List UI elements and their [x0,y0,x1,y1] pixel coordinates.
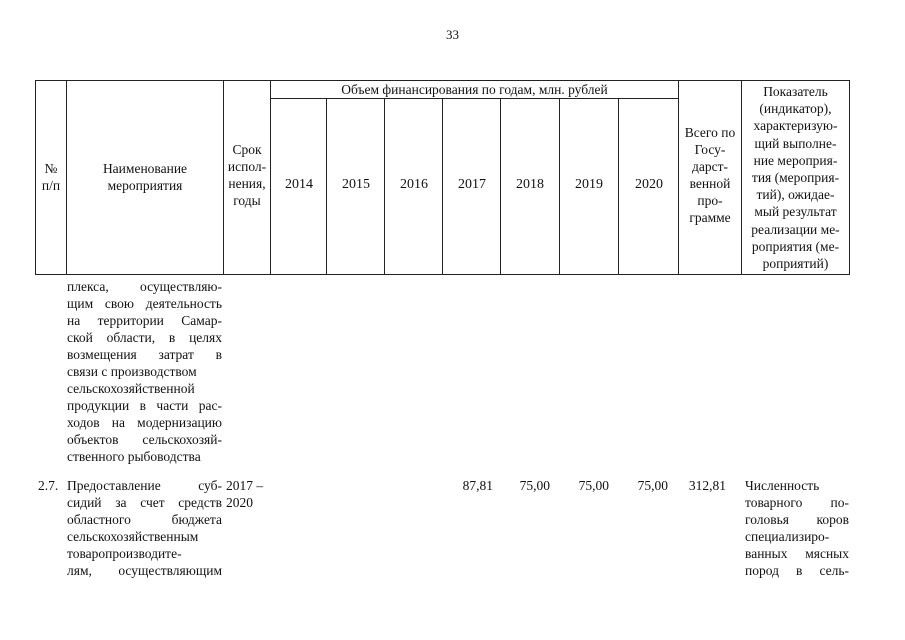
header-year-2017: 2017 [458,177,486,192]
value-2017: 87,81 [462,478,493,493]
header-year-2016: 2016 [400,177,428,192]
value-2019: 75,00 [578,478,609,493]
header-num: № п/п [41,161,61,193]
text-line: ственного рыбоводства [67,449,201,464]
header-name: Наименование мероприятия [102,161,188,193]
text-line: связи с производством [67,364,197,379]
text-line: Предоставление суб- [67,478,222,493]
text-line: пород в сель- [745,563,849,578]
header-term: Срок испол- нения, годы [227,142,267,208]
row-number: 2.7. [38,478,59,493]
header-year-2014: 2014 [285,177,313,192]
text-line: специализиро- [745,529,830,544]
term-start: 2017 – [226,478,264,493]
text-line: возмещения затрат в [67,347,222,362]
header-year-2015: 2015 [342,177,370,192]
header-funding-group: Объем финансирования по годам, млн. рублей [341,82,608,97]
text-line: ской области, в целях [67,330,222,345]
value-2020: 75,00 [637,478,668,493]
page-number: 33 [446,27,459,42]
text-line: товарного по- [745,495,849,510]
text-line: продукции в части рас- [67,398,222,413]
text-line: сельскохозяйственной [67,381,195,396]
header-year-2019: 2019 [575,177,603,192]
header-total: Всего по Госу- дарст- венной про- грамме [684,125,736,225]
value-total: 312,81 [688,478,726,493]
header-year-2020: 2020 [635,177,663,192]
text-line: плекса, осуществляю- [67,279,222,294]
header-year-2018: 2018 [516,177,544,192]
text-line: Численность [745,478,820,493]
text-line: сельскохозяйственным [67,529,199,544]
text-line: сидий за счет средств [67,495,222,510]
text-line: лям, осуществляющим [67,563,222,578]
term-period [226,477,274,511]
text-line: головья коров [745,512,849,527]
header-indicator: Показатель (индикатор), характеризую- щий выполне- ние мероприя- тия (мероприя- тий), ожидае- мый результат реализации ме- роприятия (ме- роприятий) [751,84,840,272]
text-line: ванных мясных [745,546,849,561]
text-line: ходов на модернизацию [67,415,222,430]
term-end: 2020 [226,495,253,510]
text-line: щим свою деятельность [67,296,222,311]
text-line: товаропроизводите- [67,546,182,561]
text-line: на территории Самар- [67,313,222,328]
text-line: объектов сельскохозяй- [67,432,222,447]
text-line: областного бюджета [67,512,222,527]
value-2018: 75,00 [519,478,550,493]
